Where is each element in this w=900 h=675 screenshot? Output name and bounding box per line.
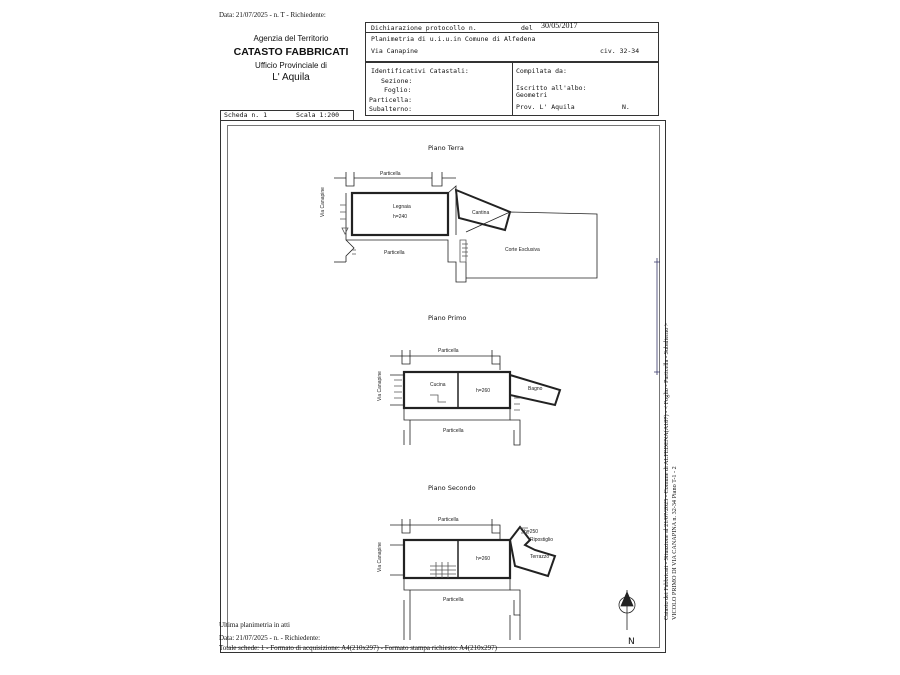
planimetria-label: Planimetria di u.i.u.in Comune di Alfedena — [371, 35, 536, 43]
top-meta: Data: 21/07/2025 - n. T - Richiedente: — [219, 11, 326, 19]
north-label: N — [628, 637, 635, 647]
terra-h240: h=240 — [393, 214, 408, 220]
n-label: N. — [622, 103, 630, 111]
secondo-via: Via Canapine — [377, 542, 383, 572]
scala-label: Scala 1:200 — [296, 111, 340, 119]
catasto-title: CATASTO FABBRICATI — [233, 46, 349, 58]
terra-legnaia: Legnaia — [393, 204, 411, 210]
subalterno-label: Subalterno: — [369, 105, 413, 113]
primo-bagno: Bagno — [528, 386, 543, 392]
floor-title-terra: Piano Terra — [428, 144, 464, 152]
primo-via: Via Canapine — [377, 371, 383, 401]
via-label: Via Canapine — [371, 47, 418, 55]
primo-h260: h=260 — [476, 388, 491, 394]
prov-label: Prov. L' Aquila — [516, 103, 575, 111]
terra-cantina: Cantina — [472, 210, 490, 216]
plan-piano-primo — [390, 350, 560, 445]
geometri-label: Geometri — [516, 91, 548, 99]
footer-totale: Totale schede: 1 - Formato di acquisizione: A4(210x297) - Formato stampa richiesto: A4(210x297) — [219, 644, 497, 652]
secondo-terrazzo: Terrazzo — [530, 554, 550, 560]
primo-cucina: Cucina — [430, 382, 446, 388]
terra-corte: Corte Esclusiva — [505, 247, 540, 253]
north-arrow — [619, 590, 635, 630]
sezione-label: Sezione: — [381, 77, 413, 85]
secondo-particella-bottom: Particella — [443, 597, 464, 603]
ufficio-label: Ufficio Provinciale di — [255, 61, 327, 70]
iscritto-label: Iscritto all'albo: — [516, 84, 587, 92]
primo-particella-bottom: Particella — [443, 428, 464, 434]
agency-name: Agenzia del Territorio — [253, 34, 329, 43]
terra-via: Via Canapine — [320, 187, 326, 217]
terra-particella-top: Particella — [380, 171, 401, 177]
primo-particella-top: Particella — [438, 348, 459, 354]
secondo-h260: h=260 — [476, 556, 491, 562]
scheda-label: Scheda n. 1 — [224, 111, 268, 119]
secondo-ripostiglio: Ripostiglio — [530, 537, 554, 543]
floor-title-secondo: Piano Secondo — [428, 484, 476, 492]
terra-particella-bottom: Particella — [384, 250, 405, 256]
civ-label: civ. 32-34 — [600, 47, 640, 55]
foglio-label: Foglio: — [384, 86, 412, 94]
particella-label: Particella: — [369, 96, 413, 104]
del-label: del — [521, 24, 533, 32]
secondo-h250: h=250 — [524, 529, 539, 535]
side-text-line2: VICOLO PRIMO DI VIA CANAPINA n. 32-34 Piano T-1 - 2 — [671, 466, 678, 620]
identificativi-title: Identificativi Catastali: — [371, 67, 469, 75]
ufficio-city: L' Aquila — [272, 72, 310, 83]
footer-ultima: Ultima planimetria in atti — [219, 621, 290, 629]
side-text — [663, 180, 679, 620]
dichiarazione-label: Dichiarazione protocollo n. — [371, 24, 477, 32]
floor-title-primo: Piano Primo — [428, 314, 467, 322]
del-value: 30/05/2017 — [541, 21, 578, 30]
footer-data: Data: 21/07/2025 - n. - Richiedente: — [219, 634, 321, 642]
side-text-line1: Catasto dei Fabbricati - Situazione al 21/07/2025 - Comune di ALFEDENA(A187) - < Foglio - Particella - Subalterno > — [663, 322, 670, 620]
compilata-title: Compilata da: — [516, 67, 567, 75]
secondo-particella-top: Particella — [438, 517, 459, 523]
plan-piano-terra — [334, 172, 597, 282]
